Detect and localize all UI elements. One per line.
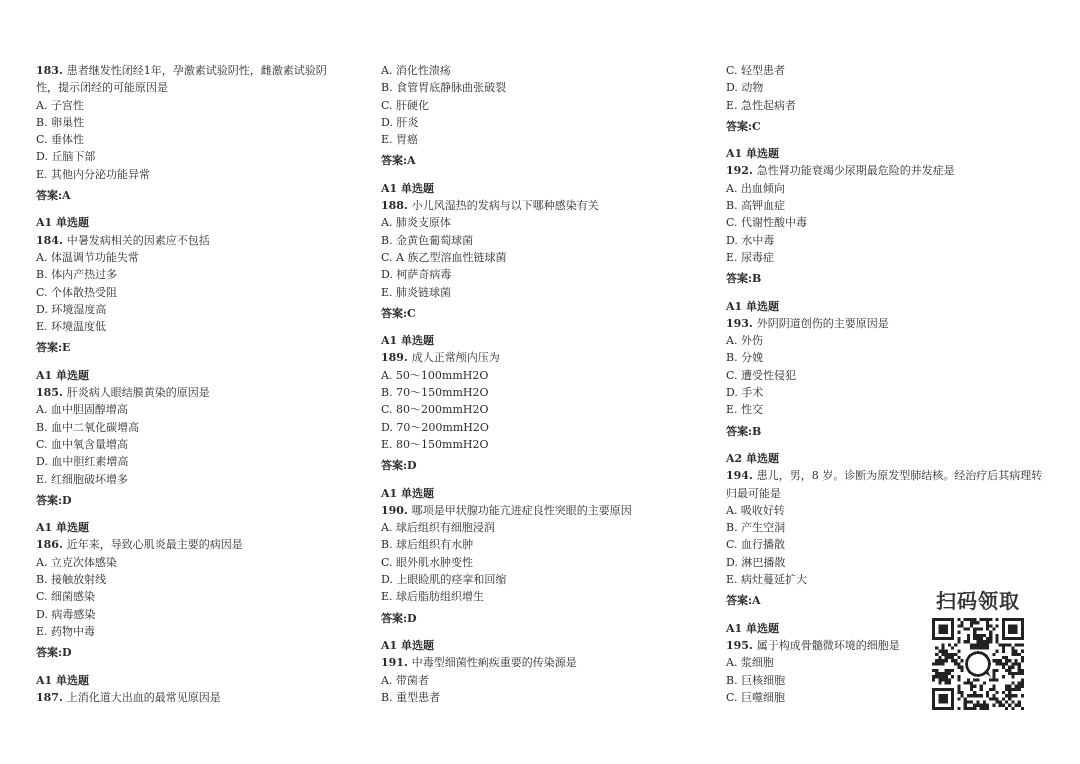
answer-option: B. 分娩 bbox=[726, 351, 764, 365]
answer-key: 答案:E bbox=[36, 341, 71, 355]
question-type-label: A1 单选题 bbox=[381, 486, 435, 500]
answer-option: B. 食管胃底静脉曲张破裂 bbox=[381, 81, 507, 95]
answer-option: B. 金黄色葡萄球菌 bbox=[381, 233, 474, 247]
answer-option: B. 卵巢性 bbox=[36, 115, 85, 129]
column-2 bbox=[381, 62, 681, 706]
answer-option: A. 血中胆固醇增高 bbox=[36, 403, 128, 417]
answer-option: C. 眼外肌水肿变性 bbox=[381, 555, 474, 569]
question-number: 185. bbox=[36, 386, 63, 400]
question-stem bbox=[36, 536, 348, 553]
answer-option: D. 肝炎 bbox=[381, 115, 419, 129]
answer-option: C. 巨噬细胞 bbox=[726, 690, 786, 704]
qr-title: 扫码领取 bbox=[936, 589, 1020, 613]
question-type-label: A1 单选题 bbox=[381, 181, 435, 195]
column-1 bbox=[36, 62, 348, 706]
answer-option: B. 接触放射线 bbox=[36, 573, 107, 587]
question-type-label: A1 单选题 bbox=[381, 334, 435, 348]
answer-option: E. 药物中毒 bbox=[36, 624, 96, 638]
answer-option: E. 病灶蔓延扩大 bbox=[726, 573, 808, 587]
answer-key: 答案:D bbox=[381, 611, 417, 625]
answer-option: E. 环境温度低 bbox=[36, 320, 107, 334]
question-number: 193. bbox=[726, 316, 753, 330]
question-stem bbox=[381, 197, 681, 214]
answer-key: 答案:A bbox=[36, 189, 71, 203]
question-stem bbox=[381, 502, 681, 519]
question-stem bbox=[36, 62, 348, 97]
answer-option: D. 丘脑下部 bbox=[36, 150, 96, 164]
answer-option: C. 80～200mmH2O bbox=[381, 403, 489, 417]
question-number: 192. bbox=[726, 164, 753, 178]
question-number: 195. bbox=[726, 638, 753, 652]
answer-option: D. 血中胆红素增高 bbox=[36, 455, 129, 469]
answer-key: 答案:B bbox=[726, 272, 762, 286]
question-stem bbox=[36, 689, 348, 706]
answer-option: B. 70～150mmH2O bbox=[381, 386, 489, 400]
answer-option: E. 红细胞破坏增多 bbox=[36, 472, 129, 486]
question-text: 哪项是甲状腺功能亢进症良性突眼的主要原因 bbox=[411, 503, 632, 517]
answer-option: E. 急性起病者 bbox=[726, 98, 797, 112]
question-text: 患儿，男，8 岁。诊断为原发型肺结核。经治疗后其病理转归最可能是 bbox=[726, 469, 1043, 500]
answer-option: B. 产生空洞 bbox=[726, 521, 786, 535]
question-type-label: A2 单选题 bbox=[726, 451, 780, 465]
question-number: 187. bbox=[36, 690, 63, 704]
answer-option: B. 巨核细胞 bbox=[726, 673, 786, 687]
answer-key: 答案:A bbox=[726, 594, 761, 608]
answer-option: C. 肝硬化 bbox=[381, 98, 430, 112]
answer-option: D. 动物 bbox=[726, 81, 764, 95]
answer-option: E. 尿毒症 bbox=[726, 250, 775, 264]
answer-option: A. 50～100mmH2O bbox=[381, 368, 489, 382]
question-number: 190. bbox=[381, 503, 408, 517]
question-stem bbox=[726, 315, 1044, 332]
question-type-label: A1 单选题 bbox=[36, 368, 90, 382]
question-text: 外阴阴道创伤的主要原因是 bbox=[756, 316, 889, 330]
answer-option: C. 垂体性 bbox=[36, 133, 85, 147]
question-text: 成人正常颅内压为 bbox=[411, 351, 500, 365]
answer-option: A. 外伤 bbox=[726, 334, 763, 348]
qr-code-icon[interactable] bbox=[932, 618, 1024, 710]
question-stem bbox=[36, 232, 348, 249]
answer-option: B. 重型患者 bbox=[381, 690, 441, 704]
answer-option: D. 柯萨奇病毒 bbox=[381, 268, 452, 282]
answer-option: C. 遭受性侵犯 bbox=[726, 368, 797, 382]
answer-key: 答案:C bbox=[381, 306, 416, 320]
answer-option: D. 环境湿度高 bbox=[36, 302, 107, 316]
question-number: 194. bbox=[726, 469, 753, 483]
answer-option: D. 水中毒 bbox=[726, 233, 775, 247]
question-stem bbox=[381, 349, 681, 366]
question-number: 183. bbox=[36, 64, 63, 77]
answer-option: C. 细菌感染 bbox=[36, 590, 96, 604]
answer-option: C. 个体散热受阻 bbox=[36, 285, 118, 299]
question-stem bbox=[726, 162, 1044, 179]
question-number: 184. bbox=[36, 233, 63, 247]
answer-key: 答案:D bbox=[381, 459, 417, 473]
answer-option: A. 吸收好转 bbox=[726, 503, 785, 517]
answer-option: A. 浆细胞 bbox=[726, 656, 774, 670]
question-type-label: A1 单选题 bbox=[726, 299, 780, 313]
answer-option: C. 血行播散 bbox=[726, 538, 786, 552]
answer-option: A. 子宫性 bbox=[36, 98, 84, 112]
question-stem bbox=[36, 384, 348, 401]
answer-option: A. 出血倾向 bbox=[726, 181, 785, 195]
answer-option: A. 体温调节功能失常 bbox=[36, 250, 139, 264]
answer-option: C. 轻型患者 bbox=[726, 64, 786, 77]
answer-option: C. 血中氧含量增高 bbox=[36, 437, 129, 451]
answer-option: C. A 族乙型溶血性链球菌 bbox=[381, 250, 507, 264]
question-text: 近年来，导致心肌炎最主要的病因是 bbox=[66, 538, 243, 552]
answer-option: D. 病毒感染 bbox=[36, 607, 96, 621]
answer-option: A. 球后组织有细胞浸润 bbox=[381, 521, 495, 535]
question-text: 中毒型细菌性痢疾重要的传染源是 bbox=[411, 656, 577, 670]
answer-option: D. 手术 bbox=[726, 386, 764, 400]
question-number: 189. bbox=[381, 351, 408, 365]
answer-key: 答案:A bbox=[381, 154, 416, 168]
qr-promo bbox=[930, 585, 1026, 710]
question-text: 小儿风湿热的发病与以下哪种感染有关 bbox=[411, 199, 599, 213]
question-type-label: A1 单选题 bbox=[726, 147, 780, 161]
answer-option: E. 性交 bbox=[726, 403, 764, 417]
question-number: 188. bbox=[381, 199, 408, 213]
question-type-label: A1 单选题 bbox=[36, 673, 90, 687]
question-type-label: A1 单选题 bbox=[36, 521, 90, 535]
question-text: 属于构成骨髓微环境的细胞是 bbox=[756, 638, 900, 652]
answer-option: D. 上眼睑肌的痉挛和回缩 bbox=[381, 573, 507, 587]
question-number: 186. bbox=[36, 538, 63, 552]
question-type-label: A1 单选题 bbox=[726, 621, 780, 635]
answer-option: E. 球后脂肪组织增生 bbox=[381, 590, 485, 604]
answer-option: E. 胃癌 bbox=[381, 133, 419, 147]
question-text: 上消化道大出血的最常见原因是 bbox=[66, 690, 221, 704]
question-stem bbox=[381, 654, 681, 671]
answer-key: 答案:D bbox=[36, 646, 72, 660]
question-text: 急性肾功能衰竭少尿期最危险的并发症是 bbox=[756, 164, 955, 178]
question-text: 肝炎病人眼结膜黄染的原因是 bbox=[66, 386, 210, 400]
answer-key: 答案:C bbox=[726, 119, 761, 133]
question-number: 191. bbox=[381, 656, 408, 670]
answer-option: B. 高钾血症 bbox=[726, 199, 786, 213]
question-type-label: A1 单选题 bbox=[36, 216, 90, 230]
answer-option: A. 带菌者 bbox=[381, 673, 429, 687]
answer-option: D. 70～200mmH2O bbox=[381, 420, 489, 434]
question-text: 患者继发性闭经1年，孕激素试验阴性，雌激素试验阴性，提示闭经的可能原因是 bbox=[36, 64, 327, 95]
answer-option: E. 肺炎链球菌 bbox=[381, 285, 452, 299]
answer-key: 答案:B bbox=[726, 424, 762, 438]
answer-option: A. 立克次体感染 bbox=[36, 555, 117, 569]
answer-option: E. 80～150mmH2O bbox=[381, 437, 489, 451]
answer-option: D. 淋巴播散 bbox=[726, 555, 786, 569]
answer-option: B. 体内产热过多 bbox=[36, 268, 118, 282]
answer-option: A. 消化性溃疡 bbox=[381, 64, 451, 77]
question-text: 中暑发病相关的因素应不包括 bbox=[66, 233, 210, 247]
answer-option: B. 球后组织有水肿 bbox=[381, 538, 474, 552]
answer-option: B. 血中二氧化碳增高 bbox=[36, 420, 140, 434]
question-stem bbox=[726, 467, 1044, 502]
answer-option: A. 肺炎支原体 bbox=[381, 216, 451, 230]
question-type-label: A1 单选题 bbox=[381, 638, 435, 652]
answer-option: E. 其他内分泌功能异常 bbox=[36, 167, 151, 181]
answer-key: 答案:D bbox=[36, 493, 72, 507]
answer-option: C. 代谢性酸中毒 bbox=[726, 216, 808, 230]
